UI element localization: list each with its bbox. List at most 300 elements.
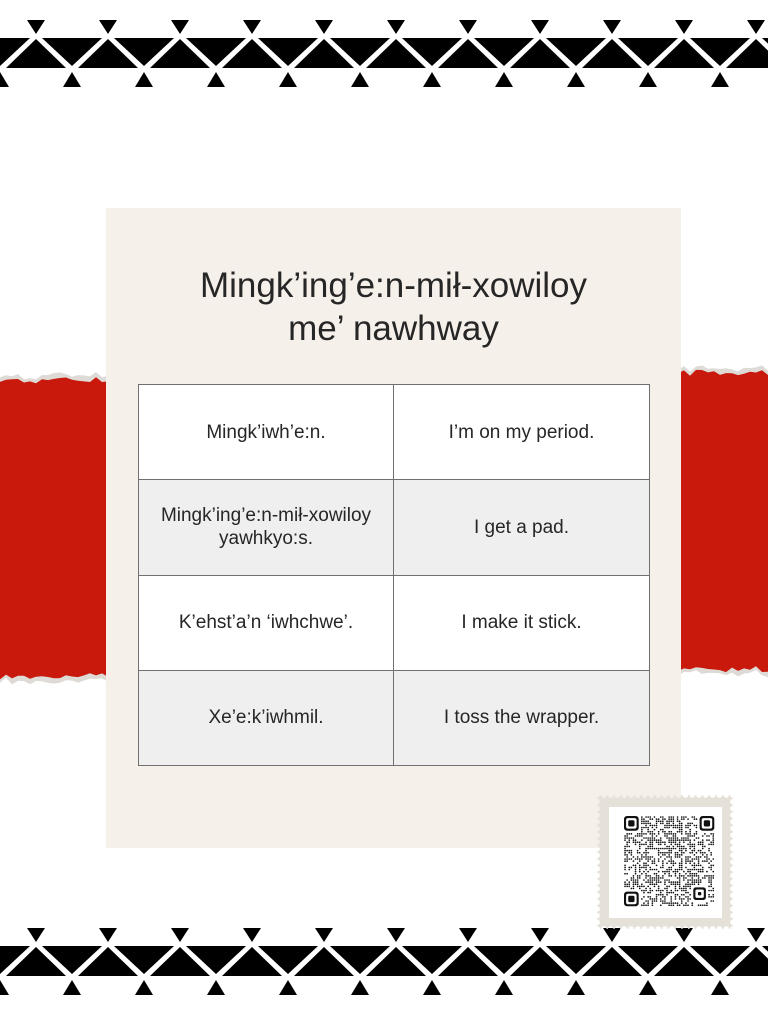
qr-module xyxy=(649,892,651,894)
qr-module xyxy=(635,879,637,881)
qr-module xyxy=(658,850,660,852)
qr-finder-pattern xyxy=(624,892,639,907)
qr-module xyxy=(710,879,712,881)
qr-module xyxy=(624,837,626,839)
qr-module xyxy=(681,846,683,848)
qr-module xyxy=(668,871,670,873)
qr-module xyxy=(656,841,658,843)
qr-module xyxy=(658,844,660,846)
qr-module xyxy=(694,865,696,867)
qr-module xyxy=(696,837,698,839)
qr-module xyxy=(691,823,693,825)
qr-module xyxy=(666,856,668,858)
qr-module xyxy=(698,865,700,867)
qr-module xyxy=(635,844,637,846)
qr-module xyxy=(691,816,693,818)
qr-module xyxy=(694,854,696,856)
qr-module xyxy=(631,833,633,835)
qr-module xyxy=(691,860,693,862)
qr-module xyxy=(666,820,668,822)
qr-module xyxy=(702,904,704,906)
qr-module xyxy=(660,898,662,900)
qr-module xyxy=(689,879,691,881)
qr-module xyxy=(641,886,643,888)
qr-module xyxy=(660,839,662,841)
qr-module xyxy=(654,862,656,864)
qr-module xyxy=(679,848,681,850)
qr-module xyxy=(683,846,685,848)
qr-module xyxy=(712,858,714,860)
qr-module xyxy=(683,839,685,841)
qr-module xyxy=(660,829,662,831)
qr-module xyxy=(654,833,656,835)
qr-module xyxy=(649,823,651,825)
qr-module xyxy=(654,877,656,879)
qr-module xyxy=(670,883,672,885)
qr-module xyxy=(708,894,710,896)
qr-module xyxy=(673,827,675,829)
qr-module xyxy=(698,856,700,858)
qr-module xyxy=(662,877,664,879)
qr-module xyxy=(712,871,714,873)
qr-module xyxy=(689,823,691,825)
qr-module xyxy=(660,856,662,858)
qr-module xyxy=(649,833,651,835)
qr-module xyxy=(639,886,641,888)
qr-module xyxy=(626,850,628,852)
qr-module xyxy=(677,890,679,892)
qr-module xyxy=(633,856,635,858)
qr-module xyxy=(628,850,630,852)
qr-module xyxy=(662,860,664,862)
qr-module xyxy=(700,841,702,843)
qr-module xyxy=(689,839,691,841)
qr-module xyxy=(670,831,672,833)
qr-module xyxy=(683,818,685,820)
qr-module xyxy=(694,848,696,850)
qr-module xyxy=(662,875,664,877)
qr-module xyxy=(681,833,683,835)
qr-module xyxy=(700,852,702,854)
qr-module xyxy=(694,862,696,864)
qr-module xyxy=(679,856,681,858)
qr-module xyxy=(702,841,704,843)
qr-module xyxy=(626,883,628,885)
qr-module xyxy=(666,846,668,848)
qr-module xyxy=(654,858,656,860)
qr-module xyxy=(691,904,693,906)
qr-module xyxy=(704,860,706,862)
qr-module xyxy=(673,825,675,827)
qr-module xyxy=(660,848,662,850)
table-row xyxy=(139,576,649,671)
qr-module xyxy=(681,852,683,854)
qr-module xyxy=(656,898,658,900)
qr-module xyxy=(668,841,670,843)
qr-module xyxy=(702,852,704,854)
qr-module xyxy=(664,871,666,873)
qr-module xyxy=(645,837,647,839)
qr-module xyxy=(637,886,639,888)
qr-module xyxy=(664,833,666,835)
qr-module xyxy=(645,904,647,906)
phrase-text: Mingk’ing’e:n-mił-xowiloy yawhkyo:s. xyxy=(160,505,372,550)
qr-module xyxy=(662,854,664,856)
qr-module xyxy=(668,827,670,829)
qr-module xyxy=(624,839,626,841)
qr-module xyxy=(681,829,683,831)
qr-module xyxy=(656,827,658,829)
qr-module xyxy=(649,881,651,883)
qr-module xyxy=(624,858,626,860)
qr-module xyxy=(696,818,698,820)
qr-module xyxy=(666,886,668,888)
qr-module xyxy=(645,858,647,860)
qr-module xyxy=(685,825,687,827)
qr-module xyxy=(702,835,704,837)
qr-module xyxy=(675,894,677,896)
qr-module xyxy=(658,890,660,892)
qr-module xyxy=(643,856,645,858)
qr-module xyxy=(637,862,639,864)
qr-module xyxy=(662,867,664,869)
qr-module xyxy=(637,841,639,843)
qr-module xyxy=(641,854,643,856)
qr-module xyxy=(666,848,668,850)
qr-module xyxy=(696,831,698,833)
qr-module xyxy=(647,871,649,873)
qr-module xyxy=(677,818,679,820)
qr-module xyxy=(708,886,710,888)
qr-module xyxy=(681,865,683,867)
qr-module xyxy=(673,881,675,883)
qr-module xyxy=(641,820,643,822)
qr-module xyxy=(628,858,630,860)
qr-module xyxy=(700,904,702,906)
qr-module xyxy=(689,841,691,843)
qr-module xyxy=(687,825,689,827)
qr-module xyxy=(698,860,700,862)
qr-module xyxy=(664,900,666,902)
qr-module xyxy=(652,862,654,864)
qr-module xyxy=(712,837,714,839)
qr-module xyxy=(641,867,643,869)
qr-module xyxy=(664,835,666,837)
qr-module xyxy=(631,858,633,860)
qr-module xyxy=(708,835,710,837)
qr-module xyxy=(670,858,672,860)
qr-module xyxy=(628,839,630,841)
qr-module xyxy=(685,890,687,892)
qr-module xyxy=(712,875,714,877)
qr-module xyxy=(704,904,706,906)
qr-module xyxy=(689,825,691,827)
qr-module xyxy=(624,867,626,869)
qr-module xyxy=(658,833,660,835)
qr-module xyxy=(710,865,712,867)
qr-module xyxy=(687,860,689,862)
qr-module xyxy=(635,883,637,885)
qr-module xyxy=(698,881,700,883)
qr-module xyxy=(679,846,681,848)
qr-module xyxy=(643,833,645,835)
qr-module xyxy=(652,825,654,827)
title-line: Mingk’ing’e:n-mił-xowiloy xyxy=(199,266,588,305)
qr-module xyxy=(668,902,670,904)
qr-module xyxy=(670,892,672,894)
qr-module xyxy=(658,881,660,883)
qr-module xyxy=(673,865,675,867)
qr-module xyxy=(647,839,649,841)
qr-module xyxy=(635,873,637,875)
qr-module xyxy=(700,865,702,867)
qr-module xyxy=(687,883,689,885)
qr-module xyxy=(649,858,651,860)
qr-module xyxy=(643,867,645,869)
qr-module xyxy=(694,825,696,827)
qr-module xyxy=(677,877,679,879)
qr-module xyxy=(691,852,693,854)
qr-module xyxy=(683,841,685,843)
qr-module xyxy=(658,886,660,888)
qr-module xyxy=(641,873,643,875)
qr-module xyxy=(645,848,647,850)
qr-module xyxy=(689,829,691,831)
qr-module xyxy=(645,854,647,856)
qr-module xyxy=(689,886,691,888)
qr-module xyxy=(649,841,651,843)
qr-module xyxy=(681,888,683,890)
qr-module xyxy=(637,858,639,860)
qr-module xyxy=(664,827,666,829)
qr-module xyxy=(694,846,696,848)
qr-module xyxy=(645,877,647,879)
qr-module xyxy=(683,888,685,890)
qr-module xyxy=(694,835,696,837)
qr-module xyxy=(656,825,658,827)
qr-module xyxy=(643,818,645,820)
qr-module xyxy=(660,892,662,894)
qr-module xyxy=(670,825,672,827)
qr-module xyxy=(652,833,654,835)
qr-module xyxy=(654,879,656,881)
qr-module xyxy=(652,898,654,900)
qr-module xyxy=(689,875,691,877)
qr-module xyxy=(675,835,677,837)
qr-module xyxy=(685,877,687,879)
qr-module xyxy=(700,844,702,846)
qr-module xyxy=(633,875,635,877)
qr-module xyxy=(645,865,647,867)
qr-module xyxy=(664,881,666,883)
qr-module xyxy=(662,823,664,825)
qr-module xyxy=(666,869,668,871)
phrase-text: Mingk’iwh’e:n. xyxy=(206,421,326,443)
qr-module xyxy=(691,875,693,877)
qr-module xyxy=(685,867,687,869)
qr-module xyxy=(679,841,681,843)
qr-module xyxy=(628,841,630,843)
qr-module xyxy=(624,886,626,888)
qr-module xyxy=(668,823,670,825)
qr-module xyxy=(670,816,672,818)
qr-module xyxy=(645,833,647,835)
phrase-cell xyxy=(139,576,394,670)
qr-module xyxy=(668,852,670,854)
translation-text: I make it stick. xyxy=(461,612,582,634)
qr-module xyxy=(664,852,666,854)
qr-module xyxy=(685,833,687,835)
qr-module xyxy=(626,844,628,846)
qr-module xyxy=(656,879,658,881)
qr-module xyxy=(668,869,670,871)
qr-module xyxy=(660,867,662,869)
qr-module xyxy=(708,848,710,850)
translation-cell xyxy=(394,480,649,574)
qr-module xyxy=(708,896,710,898)
qr-module xyxy=(710,867,712,869)
qr-module xyxy=(710,900,712,902)
qr-module xyxy=(647,900,649,902)
qr-module xyxy=(637,881,639,883)
qr-module xyxy=(689,898,691,900)
qr-module xyxy=(668,825,670,827)
qr-module xyxy=(628,837,630,839)
qr-module xyxy=(710,860,712,862)
qr-module xyxy=(708,850,710,852)
qr-module xyxy=(670,839,672,841)
qr-module xyxy=(700,869,702,871)
qr-module xyxy=(675,862,677,864)
qr-module xyxy=(668,850,670,852)
qr-module xyxy=(677,816,679,818)
qr-module xyxy=(683,898,685,900)
qr-module xyxy=(706,854,708,856)
qr-module xyxy=(670,818,672,820)
qr-module xyxy=(668,867,670,869)
qr-module xyxy=(656,900,658,902)
phrase-text: K’ehst’a’n ‘iwhchwe’. xyxy=(178,612,354,634)
qr-module xyxy=(662,865,664,867)
qr-module xyxy=(683,852,685,854)
qr-module xyxy=(706,860,708,862)
qr-module xyxy=(700,881,702,883)
qr-module xyxy=(639,869,641,871)
qr-module xyxy=(694,844,696,846)
qr-module xyxy=(679,883,681,885)
qr-module xyxy=(687,833,689,835)
qr-module xyxy=(668,839,670,841)
qr-module xyxy=(687,869,689,871)
qr-module xyxy=(708,858,710,860)
qr-module xyxy=(712,833,714,835)
qr-module xyxy=(649,848,651,850)
qr-module xyxy=(689,862,691,864)
qr-module xyxy=(645,823,647,825)
qr-module xyxy=(668,873,670,875)
qr-module xyxy=(656,848,658,850)
qr-module xyxy=(639,865,641,867)
qr-module xyxy=(708,879,710,881)
qr-module xyxy=(626,879,628,881)
qr-module xyxy=(694,869,696,871)
qr-module xyxy=(675,883,677,885)
qr-module xyxy=(664,858,666,860)
qr-module xyxy=(645,873,647,875)
qr-module xyxy=(654,886,656,888)
qr-module xyxy=(639,835,641,837)
qr-module xyxy=(647,829,649,831)
qr-module xyxy=(660,844,662,846)
qr-module xyxy=(681,898,683,900)
qr-module xyxy=(656,896,658,898)
qr-module xyxy=(679,823,681,825)
qr-module xyxy=(670,850,672,852)
qr-module xyxy=(675,881,677,883)
qr-module xyxy=(658,820,660,822)
qr-module xyxy=(691,873,693,875)
qr-module xyxy=(685,856,687,858)
qr-module xyxy=(637,850,639,852)
qr-module xyxy=(628,852,630,854)
qr-module xyxy=(660,904,662,906)
qr-module xyxy=(624,865,626,867)
qr-module xyxy=(635,835,637,837)
qr-module xyxy=(668,818,670,820)
qr-module xyxy=(654,883,656,885)
qr-module xyxy=(666,827,668,829)
qr-module xyxy=(668,820,670,822)
qr-module xyxy=(685,883,687,885)
qr-module xyxy=(677,852,679,854)
qr-module xyxy=(685,904,687,906)
qr-module xyxy=(675,902,677,904)
qr-module xyxy=(654,869,656,871)
qr-module xyxy=(647,858,649,860)
qr-module xyxy=(645,816,647,818)
qr-module xyxy=(662,902,664,904)
qr-module xyxy=(681,823,683,825)
qr-module xyxy=(637,875,639,877)
qr-module xyxy=(679,888,681,890)
qr-module xyxy=(645,825,647,827)
qr-module xyxy=(656,869,658,871)
qr-module xyxy=(687,900,689,902)
qr-module xyxy=(681,875,683,877)
qr-module xyxy=(639,841,641,843)
qr-module xyxy=(675,852,677,854)
qr-module xyxy=(647,848,649,850)
qr-module xyxy=(658,852,660,854)
qr-module xyxy=(626,835,628,837)
qr-module xyxy=(668,837,670,839)
qr-module xyxy=(635,871,637,873)
qr-module xyxy=(658,860,660,862)
qr-module xyxy=(679,844,681,846)
qr-module xyxy=(706,839,708,841)
qr-module xyxy=(647,881,649,883)
qr-module xyxy=(694,873,696,875)
qr-module xyxy=(649,831,651,833)
qr-module xyxy=(643,896,645,898)
qr-module xyxy=(635,869,637,871)
qr-module xyxy=(626,846,628,848)
qr-module xyxy=(649,837,651,839)
qr-module xyxy=(700,850,702,852)
qr-module xyxy=(687,898,689,900)
qr-module xyxy=(639,877,641,879)
qr-module xyxy=(677,854,679,856)
